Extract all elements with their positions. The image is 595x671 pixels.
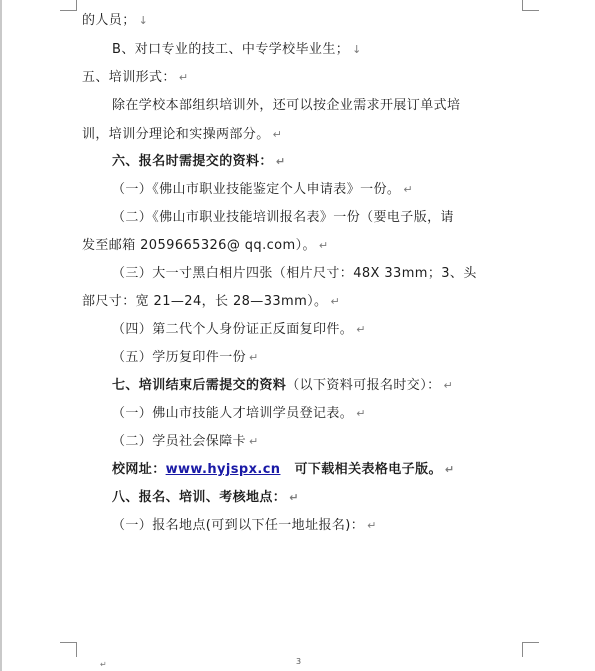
paragraph-mark: ↵ — [100, 660, 107, 669]
paragraph-mark: ↵ — [403, 183, 413, 196]
line-text: （一）报名地点(可到以下任一地址报名)： — [112, 518, 365, 533]
line-text: 发至邮箱 2059665326@ qq.com）。 — [82, 238, 316, 253]
line-text: 训，培训分理论和实操两部分。 — [82, 127, 270, 142]
line-text: 的人员； — [82, 13, 136, 28]
page-edge — [0, 0, 2, 671]
list-item — [112, 517, 377, 535]
text-line — [112, 41, 362, 59]
crop-mark-bottom-left — [60, 642, 77, 657]
paragraph-mark: ↵ — [367, 519, 377, 532]
section-heading — [82, 69, 188, 87]
line-text: （五）学历复印件一份 — [112, 350, 247, 365]
paragraph-mark: ↵ — [275, 155, 286, 168]
paragraph-mark: ↵ — [289, 491, 299, 504]
list-item — [112, 265, 477, 283]
list-item — [112, 349, 259, 367]
list-item — [112, 209, 454, 227]
crop-mark-bottom-right — [522, 642, 539, 657]
list-item — [112, 433, 259, 451]
website-note: 可下载相关表格电子版。 — [294, 462, 442, 477]
line-break-mark: ↓ — [352, 43, 362, 56]
line-break-mark: ↓ — [138, 14, 149, 27]
line-text: （四）第二代个人身份证正反面复印件。 — [112, 322, 354, 337]
paragraph-mark: ↵ — [356, 323, 366, 336]
paragraph-mark: ↵ — [249, 435, 259, 448]
line-text: 五、培训形式： — [82, 70, 176, 85]
line-text: （二）《佛山市职业技能培训报名表》一份（要电子版，请 — [112, 210, 454, 225]
crop-mark-top-left — [60, 0, 77, 11]
heading-text: 七、培训结束后需提交的资料 — [112, 378, 287, 393]
line-text: 八、报名、培训、考核地点： — [112, 490, 287, 505]
line-text: B、对口专业的技工、中专学校毕业生； — [112, 42, 350, 57]
line-text: （三）大一寸黑白相片四张（相片尺寸：48X 33mm；3、头 — [112, 266, 477, 281]
page-number: 3 — [296, 657, 302, 666]
paragraph-mark: ↵ — [330, 295, 341, 308]
section-heading — [112, 377, 453, 395]
text-line — [82, 126, 282, 144]
website-label: 校网址： — [112, 462, 166, 477]
section-heading — [112, 153, 285, 171]
paragraph-mark: ↵ — [178, 71, 189, 84]
website-link[interactable]: www.hyjspx.cn — [165, 462, 281, 477]
website-line — [112, 461, 455, 479]
line-text: （一）佛山市技能人才培训学员登记表。 — [112, 406, 354, 421]
line-text: （二）学员社会保障卡 — [112, 434, 247, 449]
heading-note: （以下资料可报名时交）： — [286, 378, 441, 393]
text-line — [82, 237, 329, 255]
text-line — [82, 12, 148, 30]
paragraph-mark: ↵ — [272, 128, 283, 141]
paragraph-mark: ↵ — [318, 239, 329, 252]
paragraph-mark: ↵ — [443, 379, 454, 392]
crop-mark-top-right — [522, 0, 539, 11]
line-text: 六、报名时需提交的资料： — [112, 154, 273, 169]
line-text: （一）《佛山市职业技能鉴定个人申请表》一份。 — [112, 182, 401, 197]
text-line — [112, 97, 460, 115]
paragraph-mark: ↵ — [356, 407, 366, 420]
line-text: 部尺寸：宽 21—24，长 28—33mm）。 — [82, 294, 328, 309]
list-item — [112, 321, 366, 339]
section-heading — [112, 489, 299, 507]
list-item — [112, 405, 366, 423]
paragraph-mark: ↵ — [249, 351, 259, 364]
text-line — [82, 293, 340, 311]
paragraph-mark: ↵ — [444, 463, 455, 476]
line-text: 除在学校本部组织培训外，还可以按企业需求开展订单式培 — [112, 98, 461, 113]
list-item — [112, 181, 413, 199]
